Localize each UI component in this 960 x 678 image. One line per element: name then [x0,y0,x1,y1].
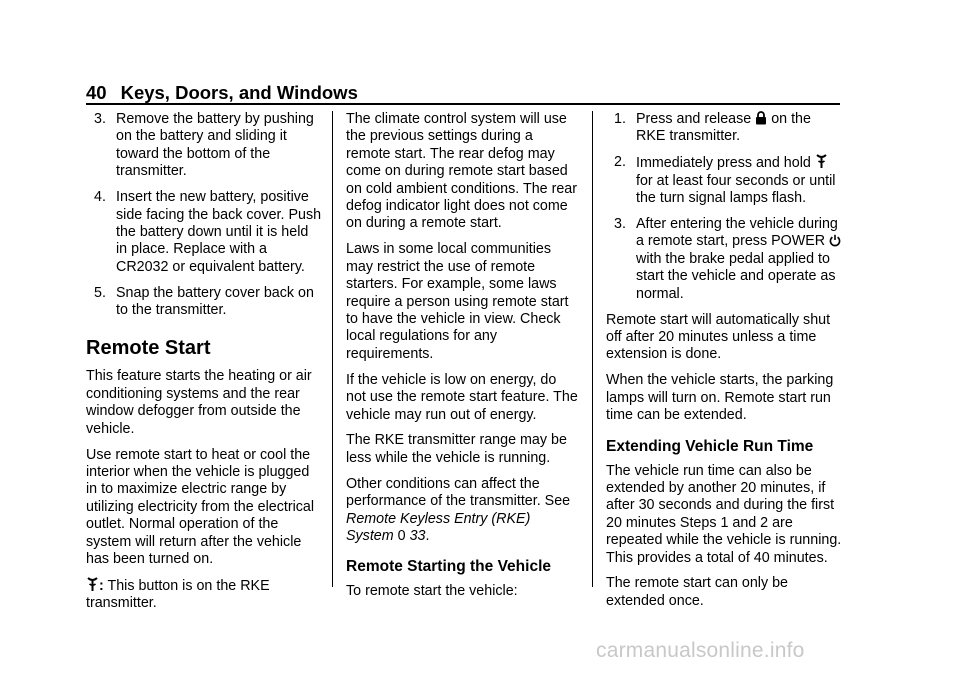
paragraph: The climate control system will use the previous settings during a remote start. The rear defog may come on during remote start based on cold ambient conditions. The rear defog indicator light does not come on during a remote start. [346,111,578,232]
step-item: 5. Snap the battery cover back on to the transmitter. [94,284,314,319]
step-item: 4. Insert the new battery, positive side facing the back cover. Push the battery down until it is held in place. Replace with a CR2032 or equivalent battery. [94,189,322,275]
paragraph: When the vehicle starts, the parking lamps will turn on. Remote start run time can be extended. [606,372,834,424]
header-rule [86,103,840,105]
paragraph: Remote start will automatically shut off after 20 minutes unless a time extension is done. [606,311,831,363]
page-number: 40 [86,82,107,103]
column-divider-1 [332,111,333,587]
battery-steps [86,111,322,319]
paragraph: The RKE transmitter range may be less while the vehicle is running. [346,432,567,466]
lock-icon [755,111,767,125]
paragraph: Use remote start to heat or cool the interior when the vehicle is plugged in to maximize electric range by utilizing electricity from the electrical outlet. Normal operation of the system will return after the vehicle has been turned on. [86,446,315,568]
step-item: 1. Press and release on the RKE transmitter. [614,111,811,145]
step-item: 3. Remove the battery by pushing on the battery and sliding it toward the bottom of the transmitter. [94,111,314,180]
paragraph: Other conditions can affect the performance of the transmitter. See Remote Keyless Entry (RKE) System 0 33. [346,475,571,544]
column-3 [606,111,842,619]
chapter-title: Keys, Doors, and Windows [120,82,358,103]
subheading-extending-run-time: Extending Vehicle Run Time [606,437,814,455]
paragraph: The vehicle run time can also be extended by another 20 minutes, if after 30 seconds and during the first 20 minutes Steps 1 and 2 are repeated while the vehicle is running. This provides a total of 40 minutes. [606,462,842,566]
power-icon [829,234,841,247]
watermark: carmanualsonline.info [596,639,805,662]
paragraph: Laws in some local communities may restrict the use of remote starters. For example, some laws require a person using remote start to have the vehicle in view. Check local regulations for any requirements. [346,241,569,362]
step-item: 3. After entering the vehicle during a remote start, press POWER with the brake pedal applied to start the vehicle and operate as normal. [606,216,842,303]
subheading-remote-starting: Remote Starting the Vehicle [346,558,551,576]
remote-start-button-note: : This button is on the RKE transmitter. [86,577,270,612]
column-divider-2 [592,111,593,587]
page-ref-icon: 0 [397,527,406,544]
step-item: 2. Immediately press and hold for at least four seconds or until the turn signal lamps flash. [614,154,836,207]
remote-start-steps [606,111,842,303]
column-2 [346,111,578,609]
page-header [86,82,358,104]
cross-reference-link[interactable]: Remote Keyless Entry (RKE) System [346,510,531,544]
section-heading-remote-start: Remote Start [86,337,211,360]
paragraph: This feature starts the heating or air conditioning systems and the rear window defogger from outside the vehicle. [86,368,312,437]
cross-reference-page[interactable]: 33 [409,527,426,544]
column-1 [86,111,322,621]
remote-start-icon [815,154,828,169]
paragraph: If the vehicle is low on energy, do not use the remote start feature. The vehicle may run out of energy. [346,371,578,423]
remote-start-icon [86,577,99,592]
paragraph: To remote start the vehicle: [346,583,518,600]
paragraph: The remote start can only be extended once. [606,575,788,609]
